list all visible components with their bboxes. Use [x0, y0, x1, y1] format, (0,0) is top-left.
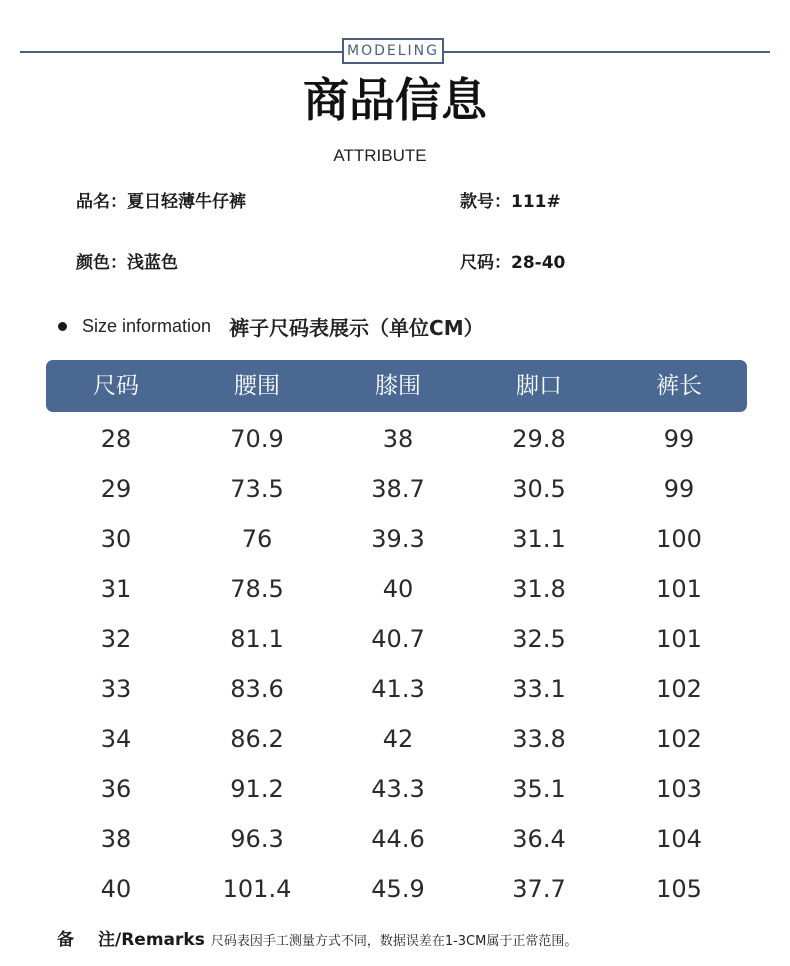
table-row — [0, 864, 790, 914]
table-row — [0, 664, 790, 714]
table-cell: 45.9 — [371, 875, 425, 903]
table-cell: 40 — [100, 875, 132, 903]
table-cell: 30 — [100, 525, 132, 553]
table-cell: 36 — [100, 775, 132, 803]
table-cell: 36.4 — [512, 825, 566, 853]
size-information-heading — [58, 312, 484, 341]
remarks-label: 备 — [57, 930, 74, 950]
column-header-knee: 膝围 — [375, 373, 421, 399]
table-cell: 70.9 — [230, 425, 284, 453]
table-cell: 102 — [656, 725, 702, 753]
table-cell: 78.5 — [230, 575, 284, 603]
table-cell: 44.6 — [371, 825, 425, 853]
table-cell: 35.1 — [512, 775, 566, 803]
table-cell: 40 — [382, 575, 414, 603]
table-cell: 31.8 — [512, 575, 566, 603]
table-cell: 32.5 — [512, 625, 566, 653]
table-cell: 99 — [663, 425, 695, 453]
attribute-style-number: 款号：111# — [460, 192, 561, 212]
table-row — [0, 614, 790, 664]
table-cell: 43.3 — [371, 775, 425, 803]
table-cell: 100 — [656, 525, 702, 553]
table-row — [0, 814, 790, 864]
table-cell: 103 — [656, 775, 702, 803]
modeling-badge: MODELING — [342, 38, 444, 64]
size-table-header — [46, 360, 747, 412]
bullet-icon — [58, 322, 67, 331]
table-cell: 102 — [656, 675, 702, 703]
table-cell: 37.7 — [512, 875, 566, 903]
table-row — [0, 714, 790, 764]
column-header-hem: 脚口 — [516, 373, 562, 399]
table-cell: 38 — [382, 425, 414, 453]
table-cell: 41.3 — [371, 675, 425, 703]
size-information-chinese: 裤子尺码表展示（单位CM） — [229, 316, 484, 340]
table-cell: 38 — [100, 825, 132, 853]
table-row — [0, 764, 790, 814]
table-row — [0, 514, 790, 564]
table-cell: 29 — [100, 475, 132, 503]
table-cell: 104 — [656, 825, 702, 853]
column-header-size: 尺码 — [93, 373, 139, 399]
table-cell: 28 — [100, 425, 132, 453]
size-information-english: Size information — [82, 316, 212, 336]
table-cell: 33.1 — [512, 675, 566, 703]
table-cell: 99 — [663, 475, 695, 503]
column-header-length: 裤长 — [656, 373, 702, 399]
remarks-title: 注/Remarks — [98, 930, 205, 950]
table-cell: 30.5 — [512, 475, 566, 503]
page-title: 商品信息 — [303, 73, 487, 127]
attribute-product-name: 品名：夏日轻薄牛仔裤 — [76, 192, 246, 212]
remarks — [57, 925, 577, 950]
table-cell: 33.8 — [512, 725, 566, 753]
column-header-waist: 腰围 — [234, 373, 280, 399]
table-cell: 38.7 — [371, 475, 425, 503]
table-cell: 101 — [656, 625, 702, 653]
table-cell: 101 — [656, 575, 702, 603]
size-table-body — [0, 414, 790, 914]
table-cell: 101.4 — [222, 875, 292, 903]
table-row — [0, 414, 790, 464]
table-cell: 32 — [100, 625, 132, 653]
table-cell: 73.5 — [230, 475, 284, 503]
table-cell: 31.1 — [512, 525, 566, 553]
table-cell: 34 — [100, 725, 132, 753]
table-cell: 29.8 — [512, 425, 566, 453]
attribute-size-range: 尺码：28-40 — [460, 253, 566, 273]
table-row — [0, 464, 790, 514]
table-cell: 81.1 — [230, 625, 284, 653]
table-cell: 91.2 — [230, 775, 284, 803]
table-cell: 42 — [382, 725, 414, 753]
table-cell: 31 — [100, 575, 132, 603]
table-cell: 83.6 — [230, 675, 284, 703]
page-subtitle: ATTRIBUTE — [333, 146, 427, 165]
attribute-color: 颜色：浅蓝色 — [76, 253, 178, 273]
table-row — [0, 564, 790, 614]
table-cell: 39.3 — [371, 525, 425, 553]
table-cell: 96.3 — [230, 825, 284, 853]
table-cell: 40.7 — [371, 625, 425, 653]
table-cell: 86.2 — [230, 725, 284, 753]
remarks-text: 尺码表因手工测量方式不同，数据误差在1-3CM属于正常范围。 — [210, 934, 578, 949]
table-cell: 33 — [100, 675, 132, 703]
table-cell: 76 — [241, 525, 273, 553]
table-cell: 105 — [656, 875, 702, 903]
